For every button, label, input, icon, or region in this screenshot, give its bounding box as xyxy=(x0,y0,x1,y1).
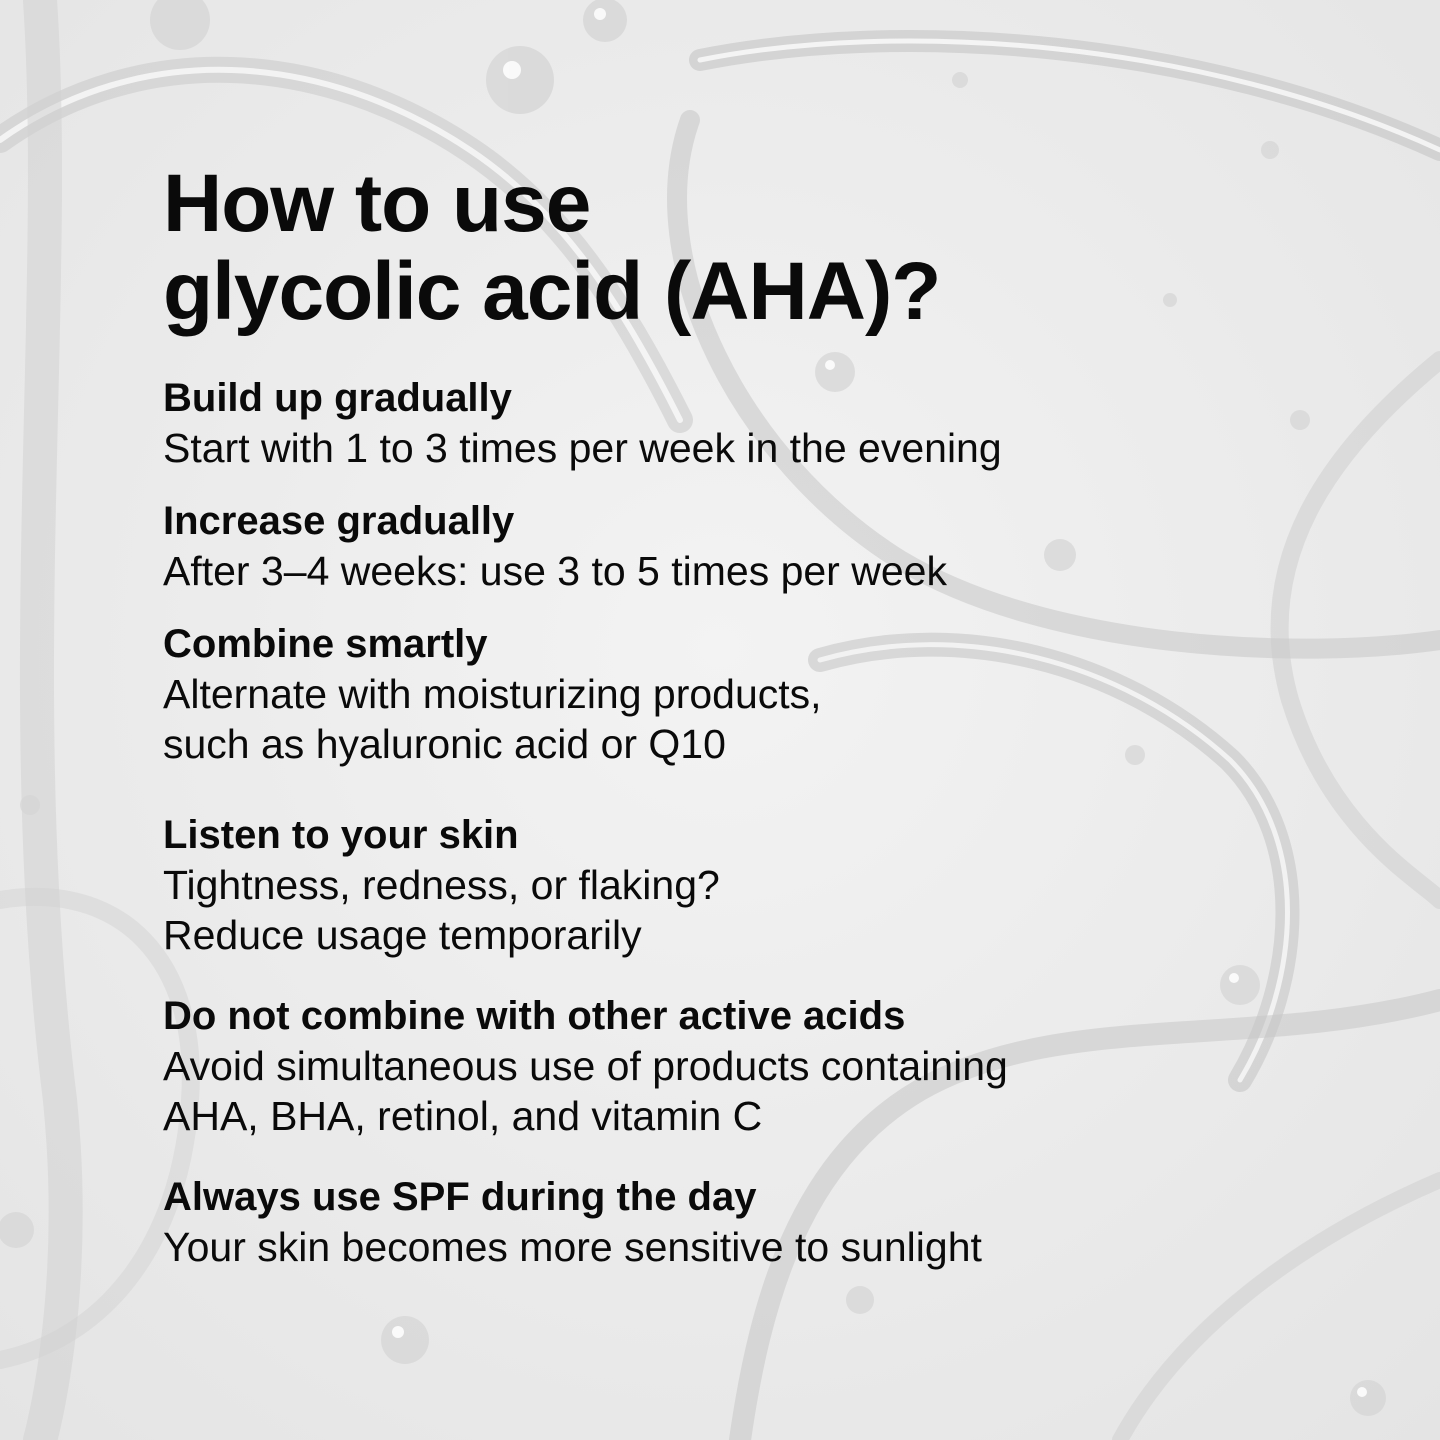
tip-heading: Do not combine with other active acids xyxy=(163,994,906,1038)
tip-body-line: Start with 1 to 3 times per week in the evening xyxy=(163,425,1002,471)
tip-body xyxy=(163,860,1313,960)
tip-body-line: AHA, BHA, retinol, and vitamin C xyxy=(163,1093,763,1139)
title-line-2: glycolic acid (AHA)? xyxy=(163,246,941,337)
tip-body-line: such as hyaluronic acid or Q10 xyxy=(163,721,726,767)
tip-body xyxy=(163,669,1313,769)
tip-listen xyxy=(163,810,1313,960)
tip-heading: Increase gradually xyxy=(163,499,515,543)
title-line-1: How to use xyxy=(163,158,591,249)
tip-build-up xyxy=(163,373,1313,473)
tip-body-line: Your skin becomes more sensitive to sunlight xyxy=(163,1224,982,1270)
tips-list xyxy=(163,373,1313,1272)
tip-heading: Always use SPF during the day xyxy=(163,1175,757,1219)
tip-heading: Listen to your skin xyxy=(163,813,519,857)
tip-body xyxy=(163,546,1313,596)
content-panel xyxy=(163,160,1313,1272)
tip-heading: Combine smartly xyxy=(163,622,488,666)
tip-body xyxy=(163,1041,1313,1141)
tip-increase xyxy=(163,496,1313,596)
tip-do-not-combine xyxy=(163,991,1313,1141)
tip-spf xyxy=(163,1172,1313,1272)
page-title xyxy=(163,160,1313,336)
tip-body xyxy=(163,1222,1313,1272)
tip-combine xyxy=(163,619,1313,769)
tip-body-line: Tightness, redness, or flaking? xyxy=(163,862,720,908)
tip-body-line: After 3–4 weeks: use 3 to 5 times per week xyxy=(163,548,947,594)
tip-body-line: Reduce usage temporarily xyxy=(163,912,642,958)
tip-heading: Build up gradually xyxy=(163,376,512,420)
tip-body-line: Alternate with moisturizing products, xyxy=(163,671,822,717)
tip-body xyxy=(163,423,1313,473)
tip-body-line: Avoid simultaneous use of products containing xyxy=(163,1043,1008,1089)
